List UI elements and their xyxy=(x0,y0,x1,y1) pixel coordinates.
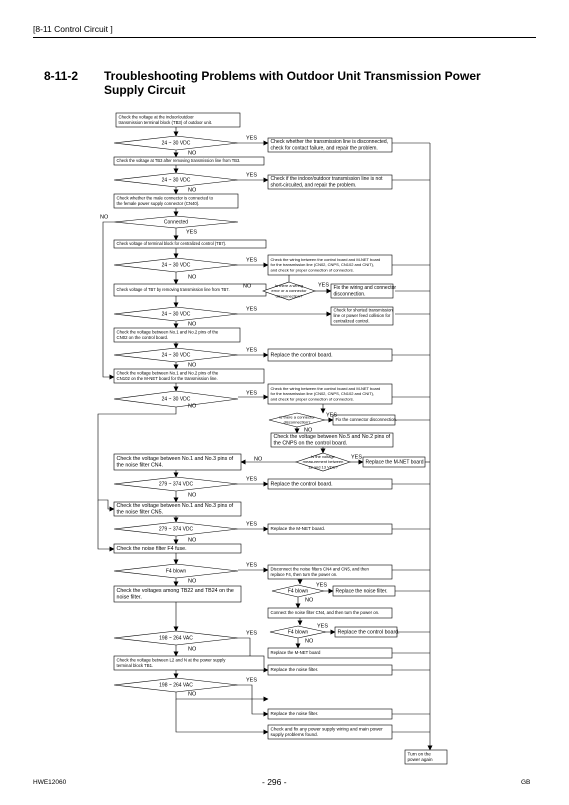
yes-label: YES xyxy=(246,476,258,483)
process-box-b4-text-line: Check voltage of terminal block for centralized control (TB7). xyxy=(116,241,227,247)
decision-diamond-d3-text-line: Connected xyxy=(163,219,189,226)
decision-diamond-d8-text-line: 24 ~ 30 VDC xyxy=(161,396,191,403)
process-box-end-text-line: Turn on the xyxy=(407,751,431,757)
process-box-b13-text-line: terminal block TB1. xyxy=(116,662,154,668)
decision-diamond-d12-text-line: 279 ~ 374 VDC xyxy=(158,526,194,533)
process-box-b3-text-line: Check whether the male connector is connected to xyxy=(116,195,213,201)
process-box-b8-text-line: the CNPS on the control board. xyxy=(273,440,348,447)
process-box-r1-text-line: check for contact failure, and repair the problem. xyxy=(270,145,378,152)
process-box-b3-text-line: the female power supply connector (CN40). xyxy=(116,200,200,206)
process-box-r12-text-line: Disconnect the noise filters CN4 and CN5, and then xyxy=(270,566,369,572)
process-box-r14-text-line: Connect the noise filter CN4, and then turn the power on. xyxy=(270,610,380,616)
process-box-b9-text-line: Check the voltage between No.1 and No.3 pins of xyxy=(116,456,234,463)
decision-diamond-d1-text-line: 24 ~ 30 VDC xyxy=(161,140,191,147)
decision-diamond-d16-text-line: 198 ~ 264 VAC xyxy=(159,635,193,642)
process-box-r7-text-line: Check the wiring between the control board and M-NET board xyxy=(270,385,381,391)
flow-connector xyxy=(103,222,114,377)
yes-label: YES xyxy=(246,521,258,528)
process-box-r16-text-line: Replace the M-NET board xyxy=(270,650,321,656)
decision-diamond-d10-text-line: measurement between xyxy=(302,459,344,465)
no-label: NO xyxy=(100,214,109,221)
process-box-b12-text-line: noise filter. xyxy=(116,594,142,601)
process-box-b6-text-line: Check the voltage between No.1 and No.2 pins of the xyxy=(116,329,219,335)
decision-diamond-d5-text-line: error or a connector xyxy=(271,288,307,294)
decision-diamond-d5-text-line: Is there a wiring xyxy=(274,282,304,288)
decision-diamond-d11-text-line: 279 ~ 374 VDC xyxy=(158,481,194,488)
process-box-r7-text-line: for the transmission line (CN02, CNPS, CN102 and CNIT), xyxy=(270,391,375,397)
yes-label: YES xyxy=(351,454,363,461)
decision-diamond-d10-text-line: Is the voltage xyxy=(311,453,335,459)
decision-diamond-d2-text-line: 24 ~ 30 VDC xyxy=(161,177,191,184)
decision-diamond-d14-text-line: F4 blown xyxy=(287,588,309,595)
no-label: NO xyxy=(188,187,197,194)
decision-diamond-d10-text-line: 12 and 13 VDC? xyxy=(308,464,338,470)
section-reference: [8-11 Control Circuit ] xyxy=(33,24,113,34)
process-box-r5-text-line: line or power feed collision for xyxy=(333,313,391,319)
yes-label: YES xyxy=(246,347,258,354)
process-box-end-text-line: power again xyxy=(407,757,433,763)
decision-diamond-d9-text-line: Is there a connector xyxy=(279,414,315,420)
process-box-r4-text-line: disconnection. xyxy=(333,291,366,298)
process-box-r11-text-line: Replace the M-NET board. xyxy=(270,526,326,532)
process-box-r9-text-line: Replace the M-NET board xyxy=(365,459,424,466)
no-label: NO xyxy=(188,150,197,157)
no-label: NO xyxy=(188,691,197,698)
yes-label: YES xyxy=(246,135,258,142)
flow-connector xyxy=(176,699,268,732)
process-box-r3-text-line: Check the wiring between the control board and M-NET board xyxy=(270,256,381,262)
no-label: NO xyxy=(304,427,313,434)
no-label: NO xyxy=(305,597,314,604)
process-box-r7-text-line: and check for proper connection of connectors. xyxy=(270,396,354,402)
process-box-r17-text-line: Replace the noise filter. xyxy=(270,667,319,673)
process-box-r3-text-line: and check for proper connection of connectors. xyxy=(270,267,354,273)
process-box-r5-text-line: centralized control. xyxy=(333,318,370,324)
process-box-r12-text-line: replace F4, then turn the power on. xyxy=(270,571,338,577)
region-code: GB xyxy=(521,779,531,786)
yes-label: YES xyxy=(246,562,258,569)
process-box-r3-text-line: for the transmission line (CN02, CNPS, CN102 and CNIT), xyxy=(270,262,375,268)
yes-label: YES xyxy=(246,306,258,313)
process-box-b7-text-line: CN102 on the M-NET board for the transmission line. xyxy=(116,375,218,381)
section-title: Troubleshooting Problems with Outdoor Unit Transmission Power Supply Circuit xyxy=(104,69,481,97)
process-box-r19-text-line: Check and fix any power supply wiring and main power xyxy=(270,726,383,732)
process-box-r10-text-line: Replace the control board. xyxy=(270,481,333,488)
yes-label: YES xyxy=(318,282,330,289)
process-box-b9-text-line: the noise filter CN4. xyxy=(116,462,164,469)
no-label: NO xyxy=(188,321,197,328)
process-box-r8-text-line: Fix the connector disconnection. xyxy=(335,417,398,423)
decision-diamond-d13-text-line: F4 blown xyxy=(165,568,187,575)
yes-label: YES xyxy=(246,257,258,264)
decision-diamond-d6-text-line: 24 ~ 30 VDC xyxy=(161,311,191,318)
flow-connector xyxy=(98,500,114,549)
yes-label: YES xyxy=(186,229,198,236)
no-label: NO xyxy=(188,362,197,369)
yes-label: YES xyxy=(326,412,338,419)
process-box-b7-text-line: Check the voltage between No.1 and No.2 pins of the xyxy=(116,370,219,376)
decision-diamond-d4-text-line: 24 ~ 30 VDC xyxy=(161,262,191,269)
no-label: NO xyxy=(188,492,197,499)
process-box-r19-text-line: supply problems found. xyxy=(270,732,318,738)
decision-diamond-d9-text-line: disconnection? xyxy=(283,419,311,425)
process-box-r1-text-line: Check whether the transmission line is disconnected, xyxy=(270,139,389,146)
process-box-r6-text-line: Replace the control board. xyxy=(270,352,333,359)
yes-label: YES xyxy=(317,623,329,630)
no-label: NO xyxy=(188,646,197,653)
no-label: NO xyxy=(188,274,197,281)
process-box-b10-text-line: Check the voltage between No.1 and No.3 pins of xyxy=(116,503,234,510)
yes-label: YES xyxy=(246,677,258,684)
decision-diamond-d5-text-line: disconnection? xyxy=(275,293,303,299)
no-label: NO xyxy=(305,638,314,645)
process-box-r2-text-line: short-circuited, and repair the problem. xyxy=(270,182,357,189)
yes-label: YES xyxy=(246,630,258,637)
no-label: NO xyxy=(188,537,197,544)
yes-label: YES xyxy=(316,582,328,589)
no-label: NO xyxy=(243,283,252,290)
decision-diamond-d7-text-line: 24 ~ 30 VDC xyxy=(161,352,191,359)
no-label: NO xyxy=(188,403,197,410)
page-number: - 296 - xyxy=(262,777,287,787)
process-box-r5-text-line: Check for shorted transmission xyxy=(333,307,393,313)
flow-connector xyxy=(238,685,268,714)
decision-diamond-d15-text-line: F4 blown xyxy=(287,629,309,636)
process-box-b10-text-line: the noise filter CN5. xyxy=(116,509,164,516)
process-box-b1-text-line: transmission terminal block (TB3) of outdoor unit. xyxy=(118,119,213,125)
process-box-b1-text-line: Check the voltage at the indoor/outdoor xyxy=(118,114,194,120)
process-box-r18-text-line: Replace the noise filter. xyxy=(270,711,319,717)
decision-diamond-d17-text-line: 198 ~ 264 VAC xyxy=(159,682,193,689)
process-box-b8-text-line: Check the voltage between No.5 and No.2 pins of xyxy=(273,434,391,441)
process-box-b6-text-line: CN02 on the control board. xyxy=(116,334,169,340)
document-code: HWE12060 xyxy=(33,779,67,786)
no-label: NO xyxy=(188,578,197,585)
yes-label: YES xyxy=(246,390,258,397)
yes-label: YES xyxy=(246,172,258,179)
no-label: NO xyxy=(254,456,263,463)
process-box-b5-text-line: Check voltage of TB7 by removing transmission line from TB7. xyxy=(116,287,230,293)
process-box-b12-text-line: Check the voltages among TB22 and TB24 on the xyxy=(116,588,234,595)
process-box-r13-text-line: Replace the noise filter. xyxy=(335,588,388,595)
process-box-b2-text-line: Check the voltage at TB3 after removing transmission line from TB3. xyxy=(116,158,241,164)
process-box-r4-text-line: Fix the wiring and connector xyxy=(333,285,397,292)
process-box-b13-text-line: Check the voltage between L2 and N at the power supply xyxy=(116,657,226,663)
process-box-r15-text-line: Replace the control board. xyxy=(337,629,400,636)
process-box-r2-text-line: Check if the indoor/outdoor transmission line is not xyxy=(270,176,383,183)
process-box-b11-text-line: Check the noise filter F4 fuse. xyxy=(116,545,187,552)
section-number: 8-11-2 xyxy=(44,69,79,83)
